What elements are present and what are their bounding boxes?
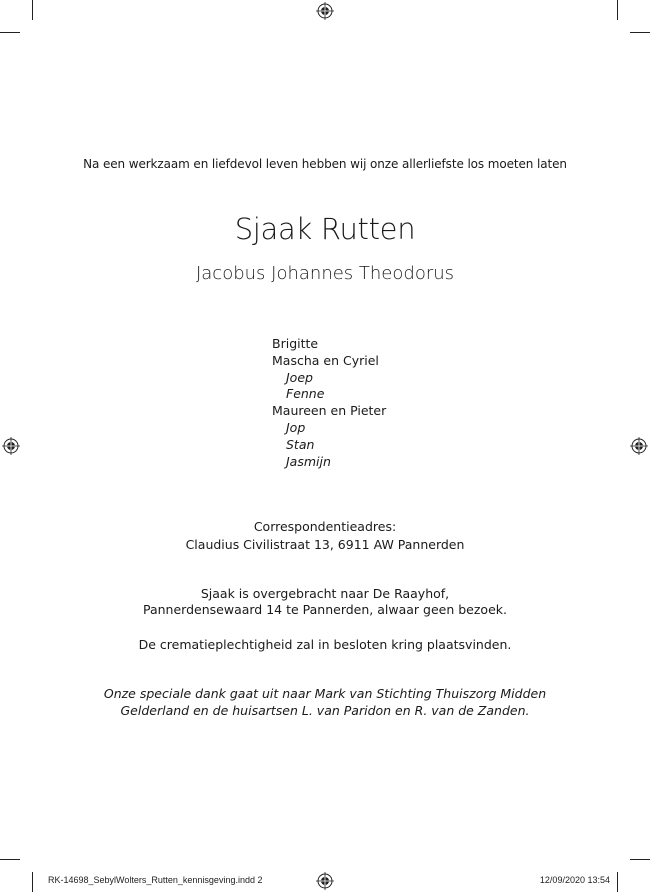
family-member: Brigitte <box>272 336 319 351</box>
family-member-grandchild: Jasmijn <box>286 453 331 469</box>
print-slug-datetime: 12/09/2020 13:54 <box>539 875 610 885</box>
registration-mark-icon <box>2 437 20 455</box>
family-member-grandchild: Jop <box>286 419 306 435</box>
registration-mark-icon <box>316 2 334 20</box>
registration-mark-icon <box>316 872 334 890</box>
crop-mark-top-left-vertical <box>32 0 33 20</box>
print-slug-file: RK-14698_SebylWolters_Rutten_kennisgeving.indd 2 <box>48 875 263 885</box>
transfer-line-2: Pannerdensewaard 14 te Pannerden, alwaar geen bezoek. <box>143 602 507 617</box>
intro-text: Na een werkzaam en liefdevol leven hebben wij onze allerliefste los moeten laten <box>83 157 567 171</box>
family-member: Mascha en Cyriel <box>272 352 379 368</box>
registration-mark-icon <box>630 437 648 455</box>
crop-mark-top-left-horizontal <box>0 32 20 33</box>
crop-mark-bottom-right-vertical <box>617 872 618 892</box>
crop-mark-top-right-horizontal <box>630 32 650 33</box>
family-member-grandchild: Fenne <box>286 386 325 402</box>
family-member-grandchild: Stan <box>286 436 315 452</box>
thanks-line-1: Onze speciale dank gaat uit naar Mark van Stichting Thuiszorg Midden <box>103 686 547 701</box>
deceased-full-name: Jacobus Johannes Theodorus <box>195 263 455 284</box>
correspondence-label: Correspondentieadres: <box>253 519 397 534</box>
crop-mark-bottom-left-horizontal <box>0 859 20 860</box>
thanks-line-2: Gelderland en de huisartsen L. van Paridon en R. van de Zanden. <box>120 703 530 718</box>
transfer-line-1: Sjaak is overgebracht naar De Raayhof, <box>200 586 450 601</box>
crop-mark-bottom-left-vertical <box>32 872 33 892</box>
deceased-name: Sjaak Rutten <box>234 212 416 246</box>
family-member: Maureen en Pieter <box>272 403 387 419</box>
cremation-text: De crematieplechtigheid zal in besloten kring plaatsvinden. <box>138 637 512 652</box>
family-member-grandchild: Joep <box>286 369 313 385</box>
family-list <box>272 336 386 470</box>
crop-mark-top-right-vertical <box>617 0 618 20</box>
correspondence-address: Claudius Civilistraat 13, 6911 AW Pannerden <box>185 537 465 552</box>
crop-mark-bottom-right-horizontal <box>630 859 650 860</box>
